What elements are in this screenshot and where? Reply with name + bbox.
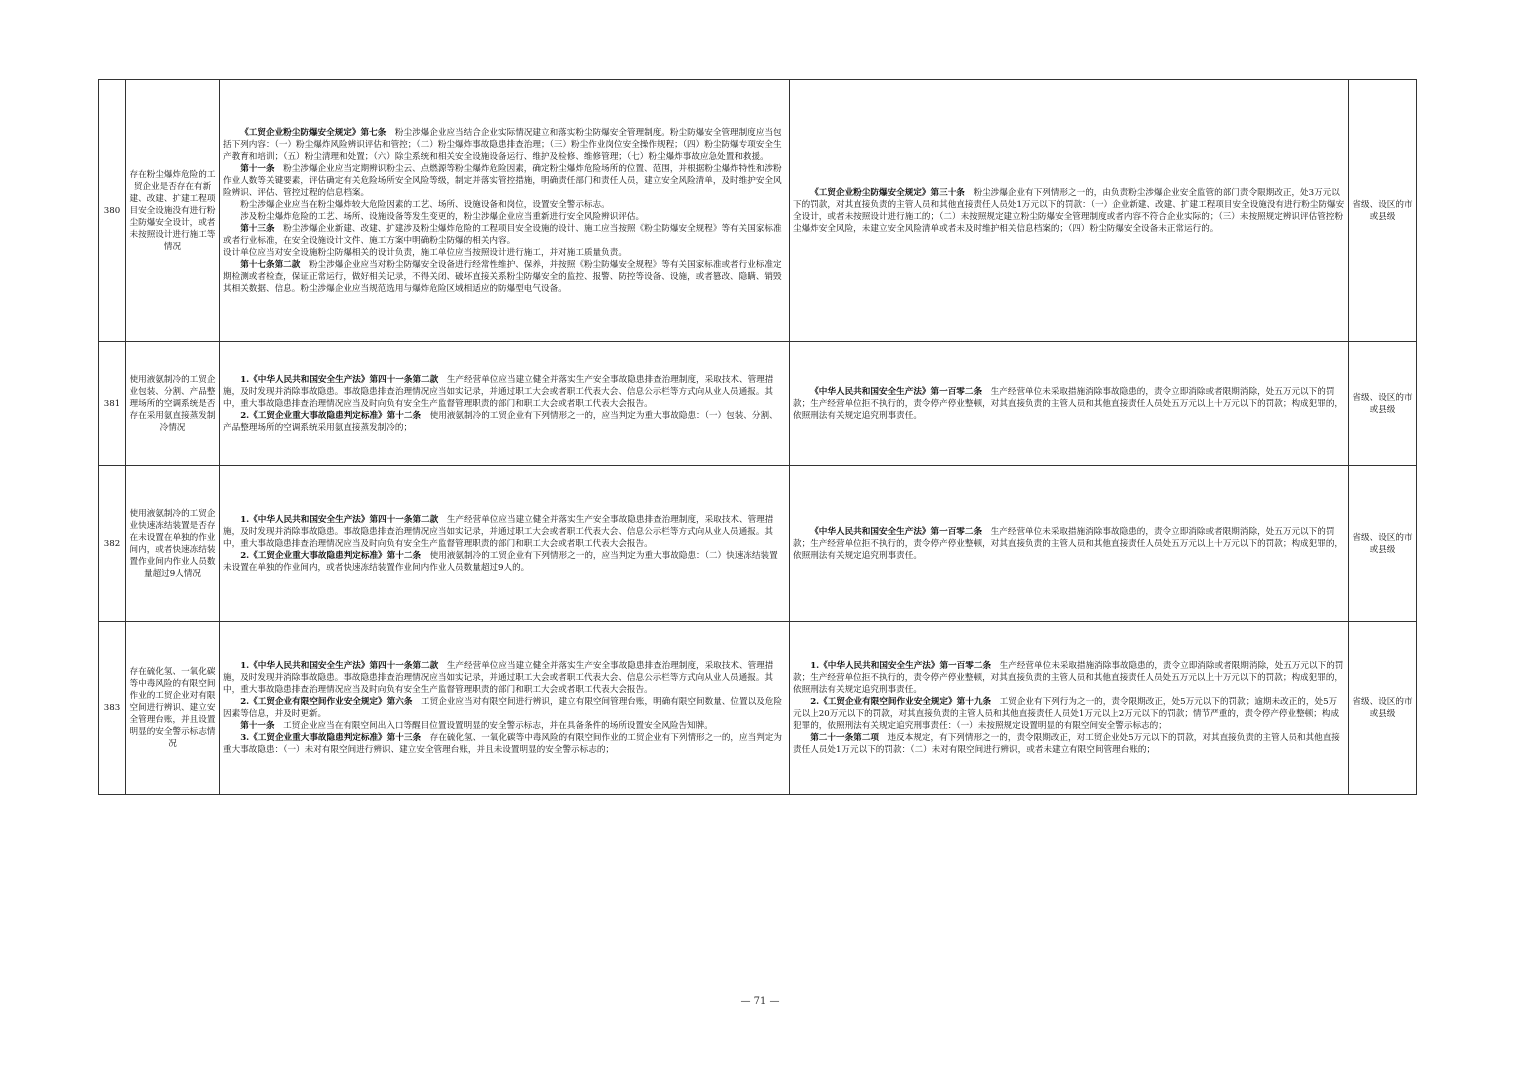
- penalty-basis-cell: [790, 622, 1349, 795]
- penalty-basis-cell: [790, 80, 1349, 342]
- article-citation: 1.《中华人民共和国安全生产法》第四十一条第二款: [240, 514, 439, 525]
- legal-basis-paragraph: [223, 247, 786, 259]
- page-number: — 71 —: [740, 996, 780, 1007]
- article-text: 存在硫化氢、一氧化碳等中毒风险的有限空间作业的工贸企业有下列情形之一的，应当判定为重大事故隐患：（一）未对有限空间进行辨识、建立安全管理台账，并且未设置明显的安全警示标志的；: [223, 733, 782, 755]
- legal-basis-paragraph: [223, 720, 786, 732]
- legal-basis-paragraph: [223, 410, 786, 434]
- penalty-basis-cell: [790, 466, 1349, 622]
- penalty-paragraph: [793, 187, 1345, 235]
- table-row: [99, 80, 1417, 342]
- article-citation: 《中华人民共和国安全生产法》第一百零二条: [810, 386, 983, 397]
- article-citation: 《工贸企业粉尘防爆安全规定》第七条: [240, 127, 387, 138]
- article-text: 粉尘涉爆企业有下列情形之一的，由负责粉尘涉爆企业安全监管的部门责令限期改正，处3万元以下的罚款，对其直接负责的主管人员和其他直接责任人员处1万元以下的罚款：（一）企业新建、改建、扩建工程项目安全设施没有进行粉尘防爆安全设计，或者未按照设计进行施工的；（二）未按照规定建立粉尘防爆安全管理制度或者内容不符合企业实际的；（三）未按照规定辨识评估管控粉尘爆炸安全风险，未建立安全风险清单或者未及时维护相关信息档案的；（四）粉尘防爆安全设备未正常运行的。: [793, 187, 1345, 234]
- legal-basis-paragraph: [223, 211, 786, 223]
- check-item: 使用液氨制冷的工贸企业包装、分割、产品整理场所的空调系统是否存在采用氨直接蒸发制冷情况: [126, 342, 220, 466]
- legal-basis-paragraph: [223, 163, 786, 199]
- article-citation: 1.《中华人民共和国安全生产法》第四十一条第二款: [240, 661, 439, 671]
- article-text: 生产经营单位未采取措施消除事故隐患的，责令立即消除或者限期消除，处五万元以下的罚款；生产经营单位拒不执行的，责令停产停业整顿，对其直接负责的主管人员和其他直接责任人员处五万元以上十万元以下的罚款；构成犯罪的，依照刑法有关规定追究刑事责任。: [793, 526, 1344, 561]
- row-number: 381: [99, 342, 126, 466]
- legal-basis-paragraph: [223, 514, 786, 550]
- legal-basis-paragraph: [223, 259, 786, 295]
- article-text: 设计单位应当对安全设施粉尘防爆相关的设计负责，施工单位应当按照设计进行施工，并对施工质量负责。: [223, 247, 627, 258]
- article-text: 生产经营单位应当建立健全并落实生产安全事故隐患排查治理制度，采取技术、管理措施，及时发现并消除事故隐患。事故隐患排查治理情况应当如实记录，并通过职工大会或者职工代表大会、信息公示栏等方式向从业人员通报。其中，重大事故隐患排查治理情况应当及时向负有安全生产监督管理职责的部门和职工大会或者职工代表大会报告。: [223, 514, 774, 549]
- article-text: 涉及粉尘爆炸危险的工艺、场所、设施设备等发生变更的，粉尘涉爆企业应当重新进行安全风险辨识评估。: [240, 211, 645, 222]
- enforcement-level: 省级、设区的市或县级: [1349, 80, 1417, 342]
- penalty-paragraph: [793, 526, 1345, 562]
- row-number: 382: [99, 466, 126, 622]
- penalty-paragraph: [793, 386, 1345, 422]
- article-text: 使用液氨制冷的工贸企业有下列情形之一的，应当判定为重大事故隐患：（二）快速冻结装置未设置在单独的作业间内，或者快速冻结装置作业间内作业人员数量超过9人的。: [223, 550, 778, 573]
- legal-basis-paragraph: [223, 223, 786, 247]
- regulation-table: [98, 79, 1417, 795]
- legal-basis-paragraph: [223, 199, 786, 211]
- article-text: 生产经营单位未采取措施消除事故隐患的，责令立即消除或者限期消除，处五万元以下的罚款；生产经营单位拒不执行的，责令停产停业整顿，对其直接负责的主管人员和其他直接责任人员处五万元以上十万元以下的罚款；构成犯罪的，依照刑法有关规定追究刑事责任。: [793, 386, 1344, 421]
- article-text: 生产经营单位应当建立健全并落实生产安全事故隐患排查治理制度，采取技术、管理措施，及时发现并消除事故隐患。事故隐患排查治理情况应当如实记录，并通过职工大会或者职工代表大会、信息公示栏等方式向从业人员通报。其中，重大事故隐患排查治理情况应当及时向负有安全生产监督管理职责的部门和职工大会或者职工代表大会报告。: [223, 661, 774, 695]
- legal-basis-paragraph: [223, 374, 786, 410]
- penalty-paragraph: [793, 732, 1345, 756]
- article-citation: 3.《工贸企业重大事故隐患判定标准》第十三条: [240, 733, 422, 743]
- article-citation: 第十三条: [240, 223, 275, 234]
- enforcement-level: 省级、设区的市或县级: [1349, 622, 1417, 795]
- article-text: 工贸企业有下列行为之一的，责令限期改正，处5万元以下的罚款；逾期未改正的，处5万元以上20万元以下的罚款，对其直接负责的主管人员和其他直接责任人员处1万元以上2万元以下的罚款；情节严重的，责令停产停业整顿；构成犯罪的，依照刑法有关规定追究刑事责任：（一）未按照规定设置明显的有限空间安全警示标志的；: [793, 697, 1340, 731]
- article-text: 粉尘涉爆企业应当定期辨识粉尘云、点燃源等粉尘爆炸危险因素，确定粉尘爆炸危险场所的位置、范围，并根据粉尘爆炸特性和涉粉作业人数等关键要素，评估确定有关危险场所安全风险等级，制定并落实管控措施，明确责任部门和责任人员，建立安全风险清单，及时维护安全风险辨识、评估、管控过程的信息档案。: [223, 163, 782, 198]
- enforcement-level: 省级、设区的市或县级: [1349, 466, 1417, 622]
- article-citation: 《工贸企业粉尘防爆安全规定》第三十条: [810, 187, 965, 198]
- article-text: 粉尘涉爆企业应当结合企业实际情况建立和落实粉尘防爆安全管理制度。粉尘防爆安全管理制度应当包括下列内容：（一）粉尘爆炸风险辨识评估和管控；（二）粉尘爆炸事故隐患排查治理；（三）粉尘作业岗位安全操作规程；（四）粉尘防爆专项安全生产教育和培训；（五）粉尘清理和处置；（六）除尘系统和相关安全设施设备运行、维护及检修、维修管理；（七）粉尘爆炸事故应急处置和救援。: [223, 127, 782, 162]
- legal-basis-cell: [220, 466, 790, 622]
- table-row: [99, 342, 1417, 466]
- article-citation: 第十一条: [240, 721, 275, 731]
- penalty-basis-cell: [790, 342, 1349, 466]
- article-text: 粉尘涉爆企业应当在粉尘爆炸较大危险因素的工艺、场所、设施设备和岗位，设置安全警示标志。: [240, 199, 610, 210]
- legal-basis-cell: [220, 80, 790, 342]
- penalty-paragraph: [793, 660, 1345, 696]
- article-text: 违反本规定，有下列情形之一的，责令限期改正，对工贸企业处5万元以下的罚款，对其直接负责的主管人员和其他直接责任人员处1万元以下的罚款：（二）未对有限空间进行辨识，或者未建立有限空间管理台账的；: [793, 733, 1340, 755]
- article-citation: 第十一条: [240, 163, 275, 174]
- legal-basis-paragraph: [223, 696, 786, 720]
- penalty-paragraph: [793, 696, 1345, 732]
- article-text: 粉尘涉爆企业新建、改建、扩建涉及粉尘爆炸危险的工程项目安全设施的设计、施工应当按照《粉尘防爆安全规程》等有关国家标准或者行业标准，在安全设施设计文件、施工方案中明确粉尘防爆的相关内容。: [223, 223, 782, 246]
- article-text: 工贸企业应当在有限空间出入口等醒目位置设置明显的安全警示标志，并在具备条件的场所设置安全风险告知牌。: [274, 721, 713, 731]
- check-item: 存在硫化氢、一氧化碳等中毒风险的有限空间作业的工贸企业对有限空间进行辨识、建立安全管理台账，并且设置明显的安全警示标志情况: [126, 622, 220, 795]
- legal-basis-cell: [220, 622, 790, 795]
- article-citation: 2.《工贸企业有限空间作业安全规定》第六条: [240, 697, 413, 707]
- legal-basis-paragraph: [223, 550, 786, 574]
- legal-basis-paragraph: [223, 660, 786, 696]
- row-number: 380: [99, 80, 126, 342]
- article-citation: 《中华人民共和国安全生产法》第一百零二条: [810, 526, 983, 537]
- check-item: 使用液氨制冷的工贸企业快速冻结装置是否存在未设置在单独的作业间内，或者快速冻结装置作业间内作业人员数量超过9人情况: [126, 466, 220, 622]
- article-citation: 1.《中华人民共和国安全生产法》第四十一条第二款: [240, 374, 439, 385]
- legal-basis-paragraph: [223, 127, 786, 163]
- table-row: [99, 466, 1417, 622]
- article-citation: 2.《工贸企业重大事故隐患判定标准》第十二条: [240, 410, 422, 421]
- article-citation: 第二十一条第二项: [810, 733, 879, 743]
- article-citation: 第十七条第二款: [240, 259, 301, 270]
- article-text: 生产经营单位未采取措施消除事故隐患的，责令立即消除或者限期消除，处五万元以下的罚款；生产经营单位拒不执行的，责令停产停业整顿，对其直接负责的主管人员和其他直接责任人员处五万元以上十万元以下的罚款；构成犯罪的，依照刑法有关规定追究刑事责任。: [793, 661, 1344, 695]
- article-text: 使用液氨制冷的工贸企业有下列情形之一的，应当判定为重大事故隐患：（一）包装、分割、产品整理场所的空调系统采用氨直接蒸发制冷的；: [223, 410, 778, 433]
- article-citation: 1.《中华人民共和国安全生产法》第一百零二条: [810, 661, 992, 671]
- article-citation: 2.《工贸企业重大事故隐患判定标准》第十二条: [240, 550, 422, 561]
- legal-basis-paragraph: [223, 732, 786, 756]
- table-body: [99, 80, 1417, 795]
- legal-basis-cell: [220, 342, 790, 466]
- article-text: 工贸企业应当对有限空间进行辨识，建立有限空间管理台账，明确有限空间数量、位置以及危险因素等信息，并及时更新。: [223, 697, 782, 719]
- enforcement-level: 省级、设区的市或县级: [1349, 342, 1417, 466]
- article-citation: 2.《工贸企业有限空间作业安全规定》第十九条: [810, 697, 992, 707]
- row-number: 383: [99, 622, 126, 795]
- table-row: [99, 622, 1417, 795]
- check-item: 存在粉尘爆炸危险的工贸企业是否存在有新建、改建、扩建工程项目安全设施没有进行粉尘防爆安全设计，或者未按照设计进行施工等情况: [126, 80, 220, 342]
- article-text: 粉尘涉爆企业应当对粉尘防爆安全设备进行经常性维护、保养，并按照《粉尘防爆安全规程》等有关国家标准或者行业标准定期检测或者检查，保证正常运行，做好相关记录，不得关闭、破坏直接关系粉尘防爆安全的监控、报警、防控等设备、设施，或者篡改、隐瞒、销毁其相关数据、信息。粉尘涉爆企业应当规范选用与爆炸危险区域相适应的防爆型电气设备。: [223, 259, 782, 294]
- article-text: 生产经营单位应当建立健全并落实生产安全事故隐患排查治理制度，采取技术、管理措施，及时发现并消除事故隐患。事故隐患排查治理情况应当如实记录，并通过职工大会或者职工代表大会、信息公示栏等方式向从业人员通报。其中，重大事故隐患排查治理情况应当及时向负有安全生产监督管理职责的部门和职工大会或者职工代表大会报告。: [223, 374, 774, 409]
